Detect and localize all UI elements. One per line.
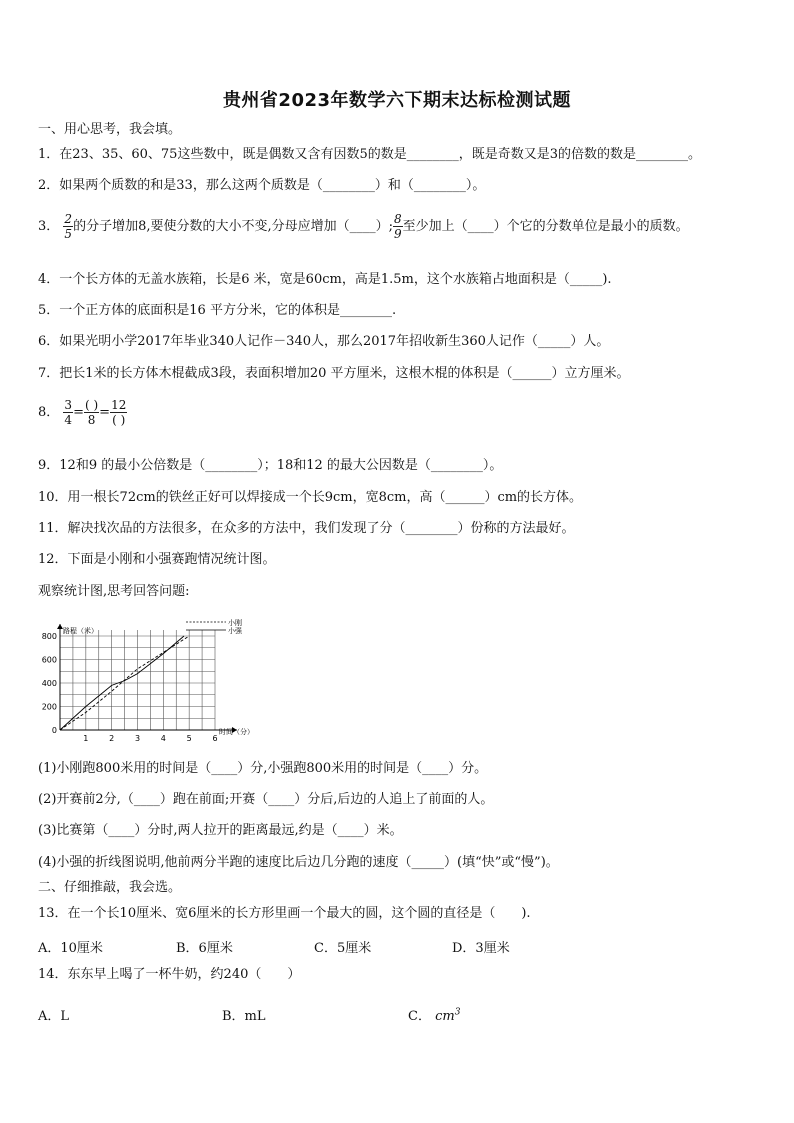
fraction-denominator: 9 <box>393 227 402 241</box>
fraction-2-5 <box>63 212 73 241</box>
fraction-numerator: 12 <box>111 398 127 412</box>
question-7: 7．把长1米的长方体木棍截成3段，表面积增加20 平方厘米，这根木棍的体积是（______）立方厘米。 <box>38 366 630 381</box>
section-two-heading: 二、仔细推敲，我会选。 <box>38 880 182 895</box>
fraction-numerator: 2 <box>64 212 73 226</box>
question-5: 5．一个正方体的底面积是16 平方分米，它的体积是________. <box>38 303 397 318</box>
question-3-number: 3． <box>38 219 60 234</box>
equals-sign: = <box>99 405 111 420</box>
question-3-text-b: 至少加上（____）个它的分数单位是最小的质数。 <box>402 219 689 234</box>
question-3-text-a: 的分子增加8,要使分数的大小不变,分母应增加（____）; <box>73 219 393 234</box>
q13-option-c[interactable]: C．5厘米 <box>314 941 372 956</box>
question-13: 13．在一个长10厘米、宽6厘米的长方形里画一个最大的圆，这个圆的直径是（ ). <box>38 906 531 921</box>
y-tick-label: 600 <box>41 655 57 665</box>
page-title: 贵州省2023年数学六下期末达标检测试题 <box>222 90 572 111</box>
q14-option-c[interactable] <box>408 1005 460 1024</box>
x-axis-label: 时间（分） <box>219 728 254 736</box>
y-tick-label: 400 <box>41 679 57 688</box>
cubic-unit: $cm^3$ <box>435 1007 461 1024</box>
sub-question-3: (3)比赛第（____）分时,两人拉开的距离最远,约是（____）米。 <box>38 823 403 838</box>
x-tick-label: 4 <box>160 734 166 742</box>
sub-question-2: (2)开赛前2分,（____）跑在前面;开赛（____）分后,后边的人追上了前面的人。 <box>38 792 494 807</box>
fraction-denominator: 5 <box>64 227 73 241</box>
chart-legend <box>186 618 243 635</box>
question-9: 9．12和9 的最小公倍数是（________）；18和12 的最大公因数是（________）。 <box>38 458 503 473</box>
x-tick-label: 6 <box>212 734 218 742</box>
question-8-number: 8． <box>38 405 60 420</box>
origin-label: 0 <box>51 726 57 735</box>
x-tick-label: 2 <box>109 734 115 742</box>
fraction-denominator: 8 <box>87 413 96 427</box>
observe-instruction: 观察统计图,思考回答问题: <box>38 584 190 599</box>
line-chart <box>38 618 278 742</box>
fraction-8-9 <box>393 212 403 241</box>
question-4: 4．一个长方体的无盖水族箱，长是6 米，宽是60cm，高是1.5m，这个水族箱占地面积是（_____). <box>38 272 612 287</box>
x-tick-label: 5 <box>186 734 192 742</box>
section-one-heading: 一、用心思考，我会填。 <box>38 122 182 137</box>
question-6: 6．如果光明小学2017年毕业340人记作－340人，那么2017年招收新生360人记作（_____）人。 <box>38 334 610 349</box>
question-3 <box>38 212 689 241</box>
question-1: 1．在23、35、60、75这些数中，既是偶数又含有因数5的数是________，既是奇数又是3的倍数的数是________。 <box>38 147 701 162</box>
y-tick-label: 200 <box>41 702 57 712</box>
question-11: 11．解决找次品的方法很多，在众多的方法中，我们发现了分（________）份称的方法最好。 <box>38 521 575 536</box>
q13-option-b[interactable]: B．6厘米 <box>176 941 233 956</box>
q13-option-d[interactable]: D．3厘米 <box>452 941 510 956</box>
chart-grid <box>60 630 215 730</box>
legend-label: 小刚 <box>228 619 242 627</box>
question-12: 12．下面是小刚和小强赛跑情况统计图。 <box>38 552 276 567</box>
sub-question-1: (1)小刚跑800米用的时间是（____）分,小强跑800米用的时间是（____）分。 <box>38 761 488 776</box>
question-2: 2．如果两个质数的和是33，那么这两个质数是（________）和（________）。 <box>38 178 486 193</box>
y-axis-label: 路程（米） <box>63 627 98 635</box>
legend-label: 小强 <box>228 627 242 635</box>
q14-option-c-label: C． <box>408 1009 431 1024</box>
chart-axes <box>57 624 254 736</box>
fraction-denominator: ( ) <box>112 413 126 427</box>
chart-ticks <box>42 632 218 742</box>
fraction-denominator: 4 <box>64 413 73 427</box>
fraction-blank-8 <box>84 398 99 427</box>
q14-option-b[interactable]: B．mL <box>222 1009 266 1024</box>
equals-sign: = <box>73 405 84 420</box>
x-tick-label: 3 <box>134 734 141 742</box>
fraction-numerator: ( ) <box>84 398 99 412</box>
y-tick-label: 800 <box>41 632 57 641</box>
sub-question-4: (4)小强的折线图说明,他前两分半跑的速度比后边几分跑的速度（_____）(填“快”或“慢”)。 <box>38 855 559 870</box>
question-14: 14．东东早上喝了一杯牛奶，约240（ ） <box>38 967 301 982</box>
fraction-numerator: 8 <box>393 212 402 226</box>
q13-option-a[interactable]: A．10厘米 <box>38 941 103 956</box>
fraction-12-blank <box>110 398 127 427</box>
fraction-3-4 <box>63 398 73 427</box>
fraction-numerator: 3 <box>64 398 73 412</box>
question-10: 10．用一根长72cm的铁丝正好可以焊接成一个长9cm，宽8cm，高（______）cm的长方体。 <box>38 490 583 505</box>
x-tick-label: 1 <box>83 734 89 742</box>
q14-option-a[interactable]: A．L <box>38 1009 70 1024</box>
question-8 <box>38 398 127 427</box>
